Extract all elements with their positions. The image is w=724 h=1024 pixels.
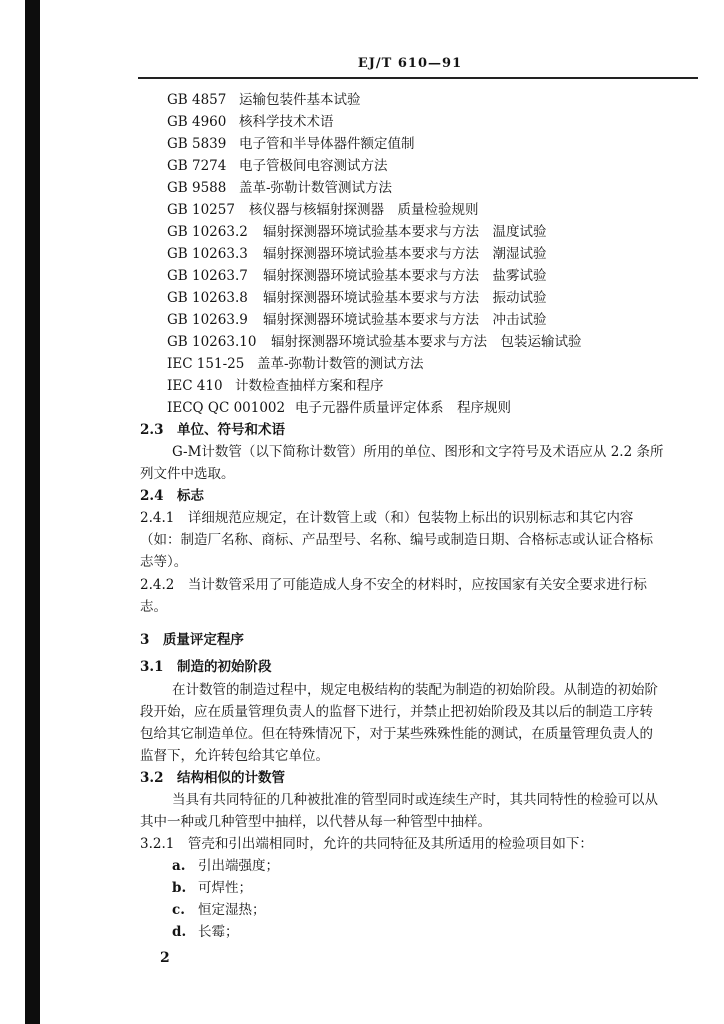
list-text: 可焊性； <box>198 880 252 896</box>
scan-border <box>25 0 40 1024</box>
list-item <box>172 857 279 875</box>
section-heading: 3.1 制造的初始阶段 <box>140 659 272 675</box>
paragraph-line: 列文件中选取。 <box>140 466 235 482</box>
reference-code: GB 10263.7 <box>167 268 248 284</box>
reference-code: GB 10263.8 <box>167 290 248 306</box>
reference-title: 核科学技术术语 <box>239 114 334 130</box>
reference-title: 核仪器与核辐射探测器 质量检验规则 <box>249 202 479 218</box>
page-number: 2 <box>160 950 170 966</box>
reference-item <box>167 267 547 285</box>
reference-title: 盖革-弥勒计数管测试方法 <box>239 180 393 196</box>
reference-item <box>167 135 415 153</box>
reference-title: 辐射探测器环境试验基本要求与方法 潮湿试验 <box>263 246 547 262</box>
reference-item <box>167 91 361 109</box>
reference-item <box>167 223 547 241</box>
reference-title: 电子元器件质量评定体系 程序规则 <box>295 400 511 416</box>
reference-code: GB 10263.2 <box>167 224 248 240</box>
list-marker: c. <box>172 902 185 918</box>
reference-code: GB 5839 <box>167 136 227 152</box>
paragraph-line: 2.4.2 当计数管采用了可能造成人身不安全的材料时，应按国家有关安全要求进行标 <box>140 577 647 593</box>
paragraph-line: 监督下，允许转包给其它单位。 <box>140 748 329 764</box>
section-heading: 3.2 结构相似的计数管 <box>140 770 285 786</box>
reference-code: GB 10263.3 <box>167 246 248 262</box>
reference-item <box>167 201 479 219</box>
reference-item <box>167 377 384 395</box>
list-item <box>172 901 266 919</box>
reference-title: 辐射探测器环境试验基本要求与方法 包装运输试验 <box>271 334 582 350</box>
paragraph-line: G-M计数管（以下简称计数管）所用的单位、图形和文字符号及术语应从 2.2 条所 <box>172 444 664 460</box>
list-item <box>172 879 252 897</box>
paragraph-line: 在计数管的制造过程中，规定电极结构的装配为制造的初始阶段。从制造的初始阶 <box>172 682 658 698</box>
reference-title: 辐射探测器环境试验基本要求与方法 冲击试验 <box>263 312 547 328</box>
list-marker: a. <box>172 858 186 874</box>
reference-title: 辐射探测器环境试验基本要求与方法 盐雾试验 <box>263 268 547 284</box>
reference-code: IEC 410 <box>167 378 223 394</box>
list-text: 长霉； <box>198 924 239 940</box>
reference-title: 盖革-弥勒计数管的测试方法 <box>257 356 424 372</box>
reference-title: 计数检查抽样方案和程序 <box>235 378 384 394</box>
reference-item <box>167 245 547 263</box>
paragraph-line: 志。 <box>140 599 167 615</box>
list-item <box>172 923 239 941</box>
reference-item <box>167 179 392 197</box>
list-marker: b. <box>172 880 187 896</box>
reference-title: 辐射探测器环境试验基本要求与方法 振动试验 <box>263 290 547 306</box>
reference-code: GB 9588 <box>167 180 227 196</box>
reference-item <box>167 311 547 329</box>
paragraph-line: （如：制造厂名称、商标、产品型号、名称、编号或制造日期、合格标志或认证合格标 <box>140 532 653 548</box>
reference-code: GB 10263.9 <box>167 312 248 328</box>
standard-code: EJ/T 610—91 <box>357 56 463 71</box>
header-rule <box>138 77 698 79</box>
paragraph-line: 2.4.1 详细规范应规定，在计数管上或（和）包装物上标出的识别标志和其它内容 <box>140 510 634 526</box>
reference-title: 电子管极间电容测试方法 <box>239 158 388 174</box>
reference-code: GB 10257 <box>167 202 235 218</box>
section-heading: 3 质量评定程序 <box>140 632 244 648</box>
paragraph-line: 当具有共同特征的几种被批准的管型同时或连续生产时，其共同特性的检验可以从 <box>172 792 658 808</box>
reference-code: GB 10263.10 <box>167 334 257 350</box>
reference-item <box>167 157 388 175</box>
paragraph-line: 其中一种或几种管型中抽样，以代替从每一种管型中抽样。 <box>140 814 491 830</box>
reference-code: IEC 151-25 <box>167 356 245 372</box>
reference-item <box>167 355 424 373</box>
reference-title: 电子管和半导体器件额定值制 <box>239 136 415 152</box>
paragraph-line: 段开始，应在质量管理负责人的监督下进行，并禁止把初始阶段及其以后的制造工序转 <box>140 704 653 720</box>
reference-title: 辐射探测器环境试验基本要求与方法 温度试验 <box>263 224 547 240</box>
section-heading: 2.3 单位、符号和术语 <box>140 422 285 438</box>
reference-code: GB 4960 <box>167 114 227 130</box>
reference-code: GB 4857 <box>167 92 227 108</box>
reference-code: IECQ QC 001002 <box>167 400 286 416</box>
reference-item <box>167 333 582 351</box>
list-text: 恒定湿热； <box>198 902 266 918</box>
reference-item <box>167 289 547 307</box>
list-text: 引出端强度； <box>198 858 279 874</box>
reference-title: 运输包装件基本试验 <box>239 92 361 108</box>
reference-code: GB 7274 <box>167 158 227 174</box>
paragraph-line: 包给其它制造单位。但在特殊情况下，对于某些殊殊性能的测试，在质量管理负责人的 <box>140 726 653 742</box>
reference-item <box>167 113 334 131</box>
paragraph-line: 志等）。 <box>140 554 188 570</box>
section-heading: 2.4 标志 <box>140 488 204 504</box>
list-marker: d. <box>172 924 187 940</box>
reference-item <box>167 399 511 417</box>
paragraph-line: 3.2.1 管壳和引出端相同时，允许的共同特征及其所适用的检验项目如下： <box>140 836 593 852</box>
